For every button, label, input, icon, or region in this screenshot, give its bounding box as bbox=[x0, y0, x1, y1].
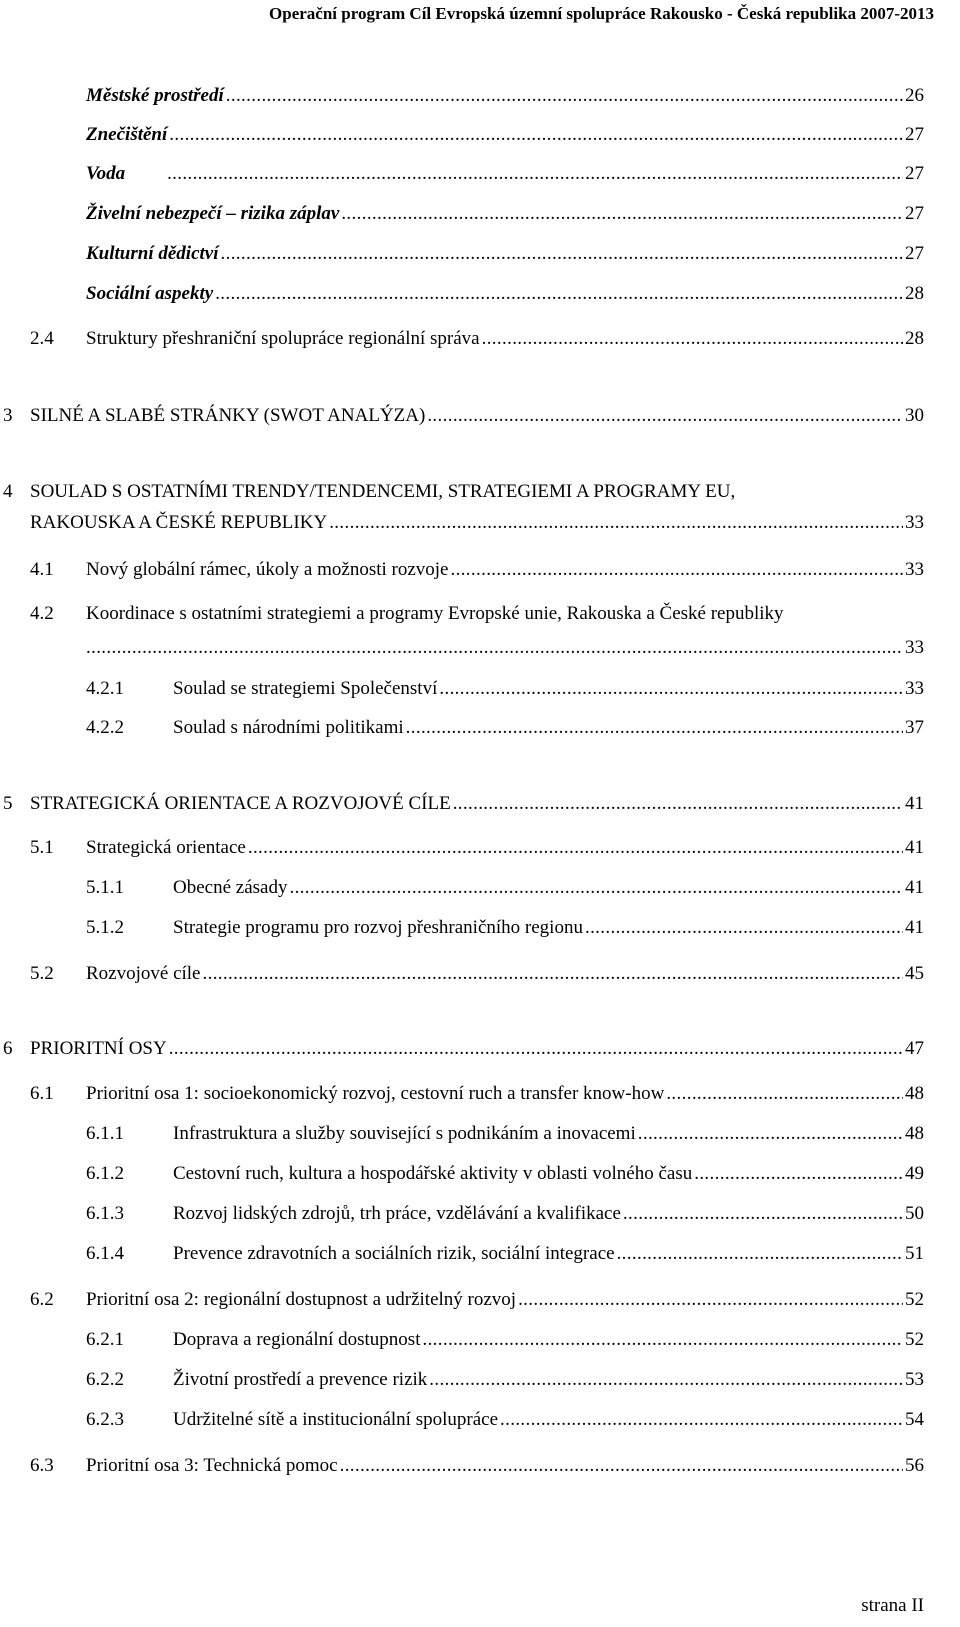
toc-page: 50 bbox=[905, 1203, 924, 1224]
toc-entry[interactable] bbox=[30, 834, 924, 862]
toc-entry[interactable] bbox=[30, 1452, 924, 1480]
toc-leader bbox=[518, 1286, 903, 1314]
toc-page: 56 bbox=[905, 1455, 924, 1476]
toc-title: Struktury přeshraniční spolupráce regionální správa bbox=[86, 325, 482, 353]
toc-leader bbox=[585, 914, 903, 942]
toc-page: 37 bbox=[905, 717, 924, 738]
toc-title: Koordinace s ostatními strategiemi a programy Evropské unie, Rakouska a České republiky bbox=[86, 603, 784, 624]
toc-page: 33 bbox=[905, 512, 924, 533]
toc-page: 48 bbox=[905, 1123, 924, 1144]
toc-entry[interactable] bbox=[86, 914, 924, 942]
page-footer: strana II bbox=[861, 1595, 924, 1616]
toc-title: Strategie programu pro rozvoj přeshraničního regionu bbox=[173, 914, 585, 942]
toc-title: Živelní nebezpečí – rizika záplav bbox=[86, 200, 341, 228]
toc-page: 41 bbox=[905, 917, 924, 938]
toc-leader bbox=[500, 1406, 903, 1434]
toc-title: Infrastruktura a služby související s podnikáním a inovacemi bbox=[173, 1120, 638, 1148]
toc-title: Obecné zásady bbox=[173, 874, 289, 902]
toc-entry[interactable] bbox=[86, 1240, 924, 1268]
toc-entry[interactable] bbox=[30, 960, 924, 988]
toc-number: 6.3 bbox=[30, 1455, 54, 1476]
toc-title: Voda bbox=[86, 160, 167, 188]
toc-leader bbox=[451, 556, 904, 584]
toc-entry[interactable] bbox=[86, 714, 924, 742]
toc-leader bbox=[86, 634, 903, 662]
toc-number: 5.1 bbox=[30, 837, 54, 858]
toc-title: SOULAD S OSTATNÍMI TRENDY/TENDENCEMI, STRATEGIEMI A PROGRAMY EU, bbox=[30, 481, 736, 502]
toc-title: Cestovní ruch, kultura a hospodářské aktivity v oblasti volného času bbox=[173, 1160, 694, 1188]
toc-leader bbox=[427, 402, 903, 430]
toc-title: Prioritní osa 2: regionální dostupnost a udržitelný rozvoj bbox=[86, 1286, 518, 1314]
toc-leader bbox=[341, 200, 903, 228]
toc-page: 54 bbox=[905, 1409, 924, 1430]
toc-title: Soulad se strategiemi Společenství bbox=[173, 675, 439, 703]
toc-title: Prioritní osa 3: Technická pomoc bbox=[86, 1452, 340, 1480]
toc-entry[interactable] bbox=[86, 82, 924, 110]
toc-number: 6.1.2 bbox=[86, 1163, 124, 1184]
toc-page: 27 bbox=[905, 124, 924, 145]
toc-leader bbox=[623, 1200, 903, 1228]
toc-title: STRATEGICKÁ ORIENTACE A ROZVOJOVÉ CÍLE bbox=[30, 790, 453, 818]
toc-leader bbox=[666, 1080, 903, 1108]
toc-title: Doprava a regionální dostupnost bbox=[173, 1326, 422, 1354]
toc-title: Kulturní dědictví bbox=[86, 240, 221, 268]
toc-number: 6.2 bbox=[30, 1289, 54, 1310]
toc-leader bbox=[638, 1120, 903, 1148]
toc-entry[interactable] bbox=[3, 1035, 924, 1063]
toc-leader bbox=[221, 240, 904, 268]
toc-number: 3 bbox=[3, 405, 13, 426]
toc-number: 5.1.2 bbox=[86, 917, 124, 938]
toc-page: 28 bbox=[905, 283, 924, 304]
toc-page: 52 bbox=[905, 1289, 924, 1310]
toc-entry[interactable] bbox=[86, 1406, 924, 1434]
toc-entry[interactable] bbox=[30, 509, 924, 537]
toc-page: 41 bbox=[905, 793, 924, 814]
toc-entry[interactable] bbox=[86, 1200, 924, 1228]
toc-title: Nový globální rámec, úkoly a možnosti rozvoje bbox=[86, 556, 451, 584]
toc-entry[interactable] bbox=[3, 402, 924, 430]
toc-number: 6 bbox=[3, 1038, 13, 1059]
toc-leader bbox=[215, 280, 903, 308]
toc-leader bbox=[482, 325, 903, 353]
toc-number: 5.2 bbox=[30, 963, 54, 984]
toc-leader bbox=[167, 160, 903, 188]
toc-number: 6.2.1 bbox=[86, 1329, 124, 1350]
toc-page: 41 bbox=[905, 877, 924, 898]
toc-title: Městské prostředí bbox=[86, 82, 226, 110]
toc-entry[interactable] bbox=[86, 1366, 924, 1394]
toc-title: Rozvojové cíle bbox=[86, 960, 203, 988]
toc-number: 4.2.1 bbox=[86, 678, 124, 699]
toc-title: Sociální aspekty bbox=[86, 280, 215, 308]
toc-page: 27 bbox=[905, 163, 924, 184]
toc-entry[interactable] bbox=[86, 160, 924, 188]
toc-title: RAKOUSKA A ČESKÉ REPUBLIKY bbox=[30, 509, 329, 537]
toc-leader bbox=[406, 714, 903, 742]
toc-number: 6.1.3 bbox=[86, 1203, 124, 1224]
toc-page: 27 bbox=[905, 203, 924, 224]
toc-entry[interactable] bbox=[86, 200, 924, 228]
toc-page: 45 bbox=[905, 963, 924, 984]
toc-page: 33 bbox=[905, 637, 924, 658]
toc-entry[interactable] bbox=[86, 240, 924, 268]
toc-leader bbox=[439, 675, 903, 703]
toc-leader bbox=[203, 960, 904, 988]
toc-entry[interactable] bbox=[86, 1120, 924, 1148]
toc-title: SILNÉ A SLABÉ STRÁNKY (SWOT ANALÝZA) bbox=[30, 402, 427, 430]
toc-leader bbox=[422, 1326, 903, 1354]
toc-entry[interactable] bbox=[86, 874, 924, 902]
toc-page: 52 bbox=[905, 1329, 924, 1350]
toc-page: 51 bbox=[905, 1243, 924, 1264]
toc-entry[interactable] bbox=[86, 121, 924, 149]
toc-entry[interactable] bbox=[30, 600, 784, 628]
toc-number: 6.1.1 bbox=[86, 1123, 124, 1144]
toc-entry[interactable] bbox=[30, 1080, 924, 1108]
toc-number: 4 bbox=[3, 481, 13, 502]
toc-entry[interactable] bbox=[86, 1160, 924, 1188]
toc-leader bbox=[340, 1452, 903, 1480]
toc-leader bbox=[248, 834, 903, 862]
toc-title: PRIORITNÍ OSY bbox=[30, 1035, 169, 1063]
toc-entry[interactable] bbox=[86, 280, 924, 308]
toc-leader bbox=[169, 121, 903, 149]
toc-number: 4.2.2 bbox=[86, 717, 124, 738]
toc-title: Rozvoj lidských zdrojů, trh práce, vzdělávání a kvalifikace bbox=[173, 1200, 623, 1228]
toc-page: 33 bbox=[905, 559, 924, 580]
toc-leader bbox=[289, 874, 903, 902]
toc-page: 30 bbox=[905, 405, 924, 426]
toc-entry[interactable] bbox=[30, 556, 924, 584]
toc-number: 6.2.2 bbox=[86, 1369, 124, 1390]
toc-title: Soulad s národními politikami bbox=[173, 714, 406, 742]
toc-number: 6.1 bbox=[30, 1083, 54, 1104]
toc-entry[interactable] bbox=[3, 478, 736, 506]
toc-number: 5 bbox=[3, 793, 13, 814]
toc-entry[interactable] bbox=[30, 1286, 924, 1314]
toc-entry[interactable] bbox=[86, 675, 924, 703]
toc-page: 49 bbox=[905, 1163, 924, 1184]
toc-entry[interactable] bbox=[30, 325, 924, 353]
toc-leader bbox=[329, 509, 903, 537]
toc-page: 33 bbox=[905, 678, 924, 699]
toc-page: 41 bbox=[905, 837, 924, 858]
toc-number: 6.1.4 bbox=[86, 1243, 124, 1264]
toc-number: 6.2.3 bbox=[86, 1409, 124, 1430]
toc-page: 27 bbox=[905, 243, 924, 264]
toc-leader bbox=[226, 82, 903, 110]
toc-page: 47 bbox=[905, 1038, 924, 1059]
toc-page: 26 bbox=[905, 85, 924, 106]
toc-title: Prioritní osa 1: socioekonomický rozvoj, cestovní ruch a transfer know-how bbox=[86, 1080, 666, 1108]
toc-entry[interactable] bbox=[86, 634, 924, 662]
toc-entry[interactable] bbox=[86, 1326, 924, 1354]
toc-number: 5.1.1 bbox=[86, 877, 124, 898]
toc-leader bbox=[617, 1240, 903, 1268]
toc-title: Udržitelné sítě a institucionální spolupráce bbox=[173, 1406, 500, 1434]
running-header: Operační program Cíl Evropská územní spolupráce Rakousko - Česká republika 2007-2013 bbox=[269, 4, 934, 23]
toc-title: Prevence zdravotních a sociálních rizik, sociální integrace bbox=[173, 1240, 617, 1268]
toc-page: 28 bbox=[905, 328, 924, 349]
toc-leader bbox=[694, 1160, 903, 1188]
toc-leader bbox=[453, 790, 903, 818]
toc-page: 53 bbox=[905, 1369, 924, 1390]
toc-title: Znečištění bbox=[86, 121, 169, 149]
toc-page: 48 bbox=[905, 1083, 924, 1104]
toc-title: Životní prostředí a prevence rizik bbox=[173, 1366, 429, 1394]
toc-number: 4.1 bbox=[30, 559, 54, 580]
toc-number: 2.4 bbox=[30, 328, 54, 349]
toc-entry[interactable] bbox=[3, 790, 924, 818]
toc-title: Strategická orientace bbox=[86, 834, 248, 862]
toc-leader bbox=[429, 1366, 903, 1394]
toc-leader bbox=[169, 1035, 903, 1063]
toc-number: 4.2 bbox=[30, 603, 54, 624]
